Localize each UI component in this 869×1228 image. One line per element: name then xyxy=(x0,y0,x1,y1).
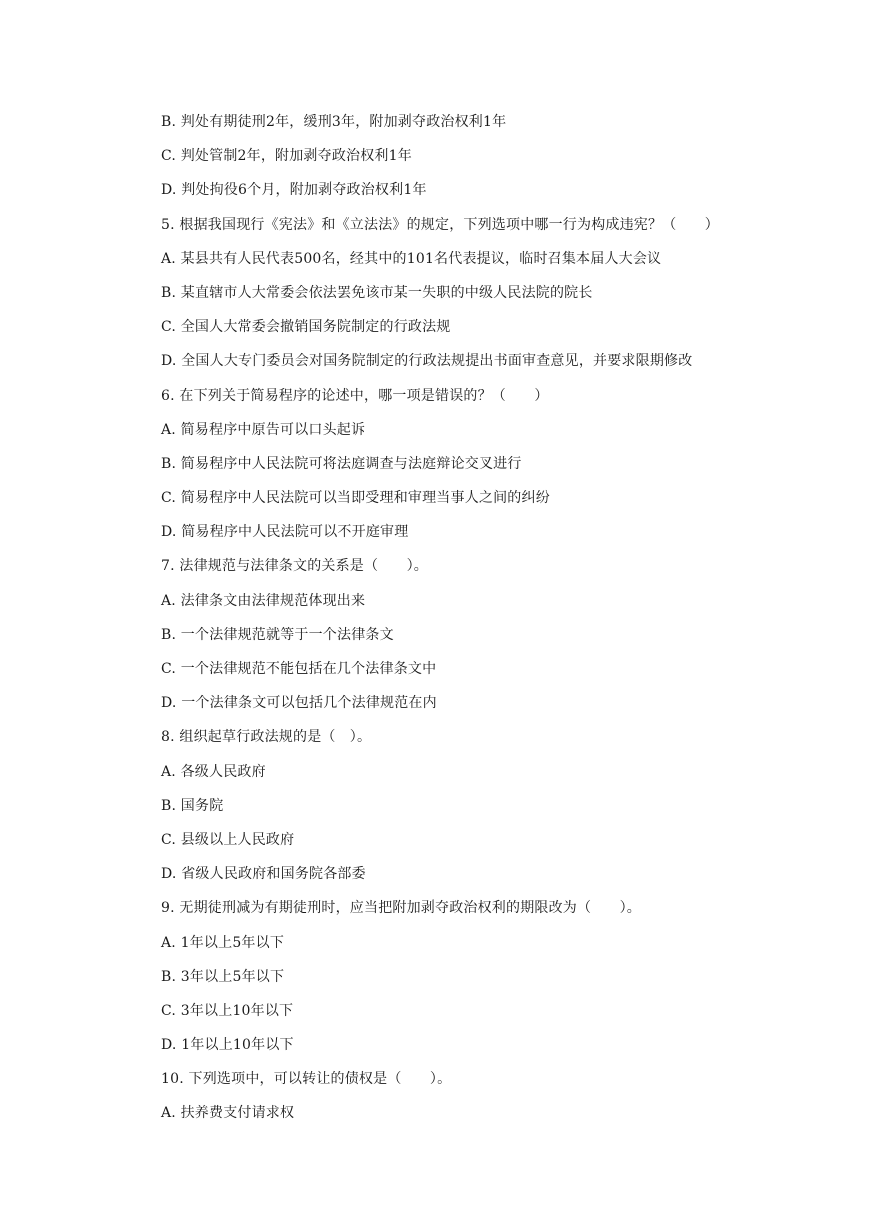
option-line: C. 简易程序中人民法院可以当即受理和审理当事人之间的纠纷 xyxy=(161,490,550,507)
option-line: A. 1年以上5年以下 xyxy=(161,934,285,951)
option-line: B. 国务院 xyxy=(161,797,224,814)
option-line: D. 判处拘役6个月，附加剥夺政治权利1年 xyxy=(161,182,427,199)
option-line: A. 某县共有人民代表500名，经其中的101名代表提议，临时召集本届人大会议 xyxy=(161,250,662,267)
option-line: A. 简易程序中原告可以口头起诉 xyxy=(161,421,366,438)
option-line: C. 县级以上人民政府 xyxy=(161,831,295,848)
option-line: C. 3年以上10年以下 xyxy=(161,1002,294,1019)
question-5-stem: 5. 根据我国现行《宪法》和《立法法》的规定，下列选项中哪一行为构成违宪？（ ） xyxy=(161,216,720,233)
question-8-stem: 8. 组织起草行政法规的是（ ）。 xyxy=(161,729,372,746)
option-line: D. 全国人大专门委员会对国务院制定的行政法规提出书面审查意见，并要求限期修改 xyxy=(161,353,693,370)
option-line: D. 一个法律条文可以包括几个法律规范在内 xyxy=(161,695,437,712)
option-line: D. 1年以上10年以下 xyxy=(161,1037,294,1054)
option-line: C. 一个法律规范不能包括在几个法律条文中 xyxy=(161,661,437,677)
question-7-stem: 7. 法律规范与法律条文的关系是（ ）。 xyxy=(161,558,429,575)
question-6-stem: 6. 在下列关于简易程序的论述中，哪一项是错误的？（ ） xyxy=(161,387,549,404)
question-10-stem: 10. 下列选项中，可以转让的债权是（ ）。 xyxy=(161,1071,452,1088)
option-line: B. 一个法律规范就等于一个法律条文 xyxy=(161,626,394,643)
option-line: A. 扶养费支付请求权 xyxy=(161,1105,295,1122)
question-9-stem: 9. 无期徒刑减为有期徒刑时，应当把附加剥夺政治权利的期限改为（ ）。 xyxy=(161,900,642,917)
option-line: B. 3年以上5年以下 xyxy=(161,968,285,985)
question-text-block xyxy=(161,110,811,1136)
option-line: B. 判处有期徒刑2年，缓刑3年，附加剥夺政治权利1年 xyxy=(161,114,507,130)
option-line: B. 简易程序中人民法院可将法庭调查与法庭辩论交叉进行 xyxy=(161,455,522,472)
option-line: A. 法律条文由法律规范体现出来 xyxy=(161,592,366,609)
option-line: D. 省级人民政府和国务院各部委 xyxy=(161,866,366,883)
option-line: D. 简易程序中人民法院可以不开庭审理 xyxy=(161,524,409,541)
option-line: B. 某直辖市人大常委会依法罢免该市某一失职的中级人民法院的院长 xyxy=(161,284,593,301)
option-line: C. 判处管制2年，附加剥夺政治权利1年 xyxy=(161,148,412,165)
option-line: C. 全国人大常委会撤销国务院制定的行政法规 xyxy=(161,319,451,336)
option-line: A. 各级人民政府 xyxy=(161,763,266,780)
